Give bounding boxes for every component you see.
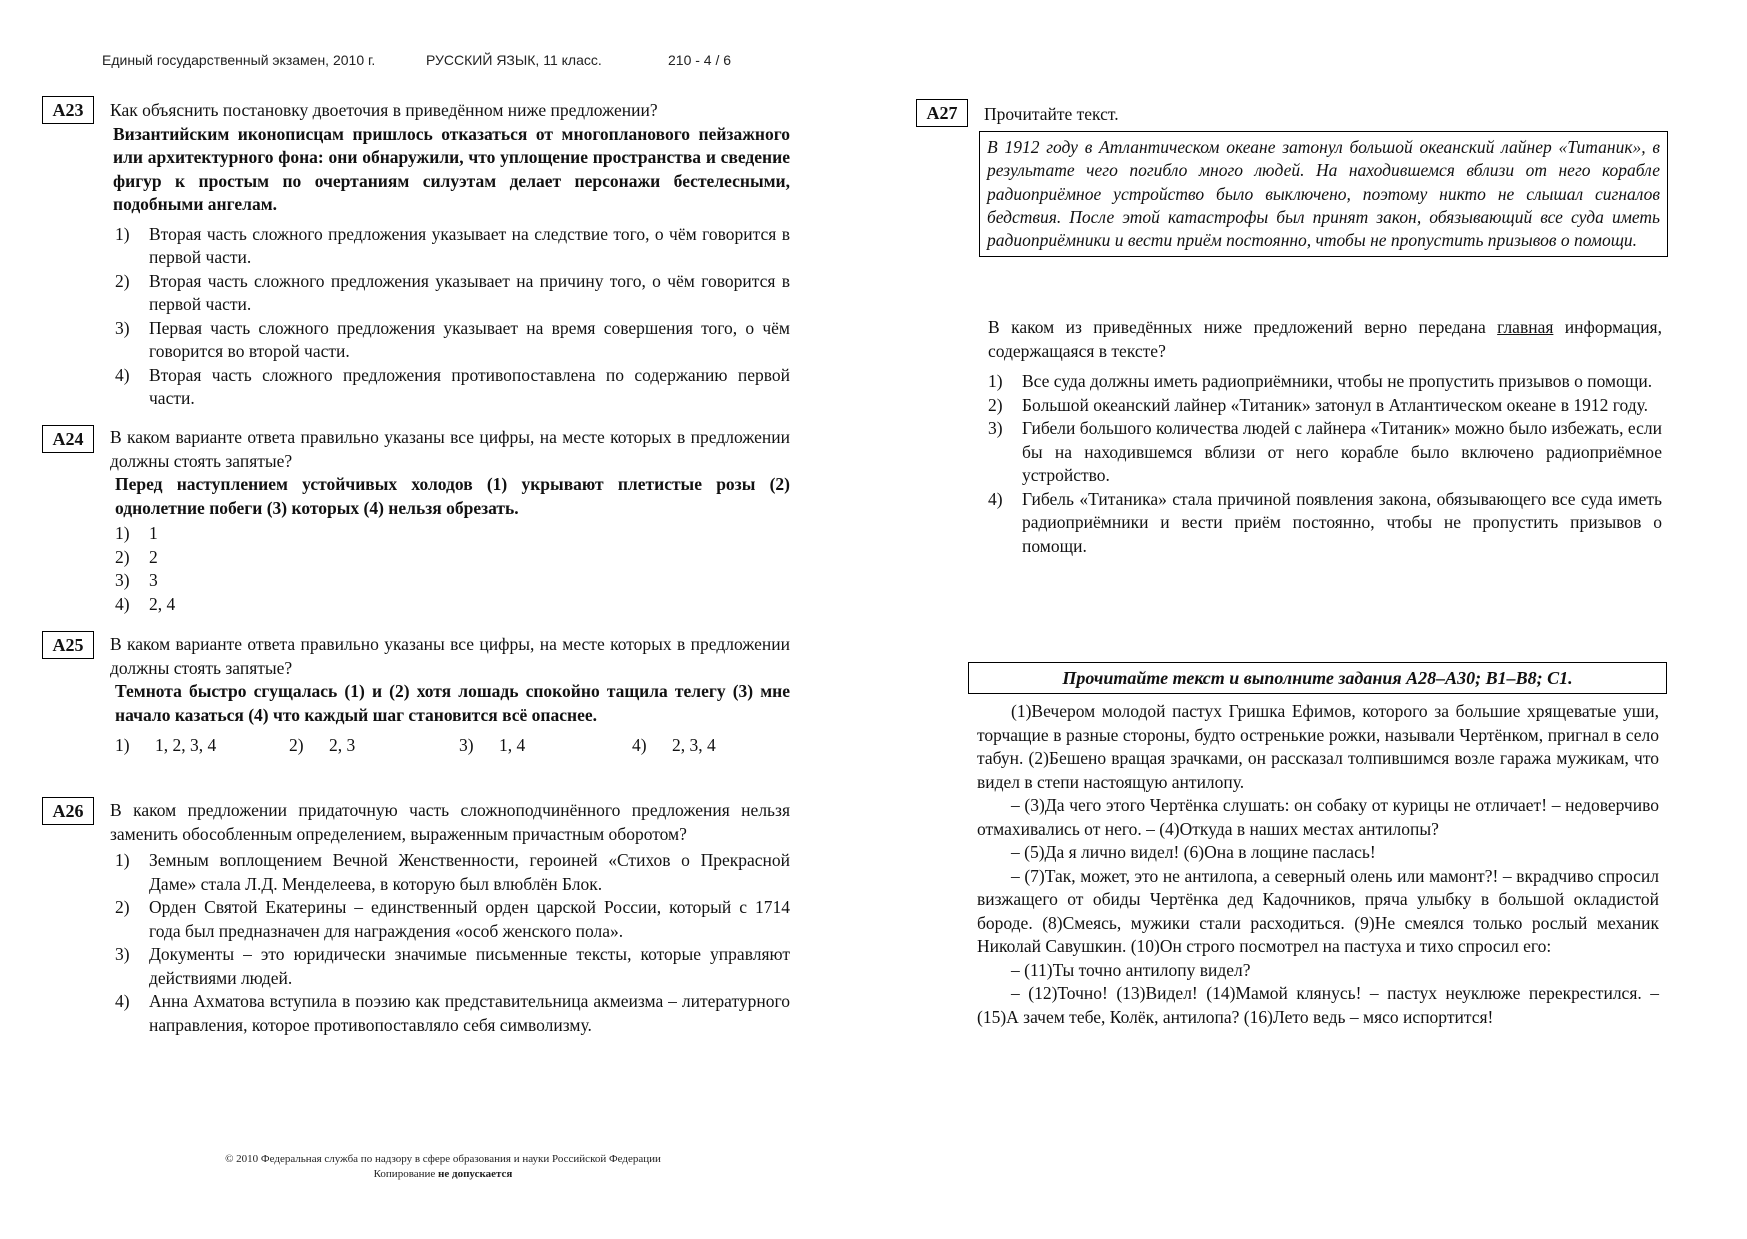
option-number: 1): [115, 850, 130, 870]
option-number: 2): [115, 270, 130, 291]
a27-question: [988, 316, 1662, 363]
option-text: Первая часть сложного предложения указывает на время совершения того, о чём говорится во второй части.: [149, 317, 790, 361]
a24-option[interactable]: [115, 569, 790, 593]
a25-option[interactable]: [632, 734, 716, 758]
a24-question: В каком варианте ответа правильно указаны все цифры, на месте которых в предложении должны стоять запятые?: [110, 427, 790, 471]
a25-sentence: Темнота быстро сгущалась (1) и (2) хотя лошадь спокойно тащила телегу (3) мне начало казаться (4) что каждый шаг становится всё опаснее.: [115, 681, 790, 725]
option-number: 2): [115, 546, 130, 567]
option-number: 1): [115, 735, 130, 755]
a27-question-after: информация, содержащаяся в тексте?: [988, 317, 1662, 361]
option-number: 2): [988, 394, 1003, 415]
option-number: 3): [459, 735, 474, 755]
option-text: Гибели большого количества людей с лайнера «Титаник» можно было избежать, если бы на находившемся вблизи от него корабле было включено радиоприёмное устройство.: [1022, 418, 1662, 485]
option-number: 4): [632, 735, 647, 755]
a23-question: Как объяснить постановку двоеточия в приведённом ниже предложении?: [110, 100, 658, 120]
option-number: 2): [289, 735, 304, 755]
a24-option[interactable]: [115, 522, 790, 546]
a26-option[interactable]: [115, 990, 790, 1037]
header-page: 210 - 4 / 6: [668, 52, 732, 68]
copyright-footer: [160, 1152, 726, 1182]
a26-label: А26: [42, 797, 94, 825]
option-text: 2, 4: [149, 593, 176, 614]
option-text: Вторая часть сложного предложения противопоставлена по содержанию первой части.: [149, 364, 790, 408]
a24-block: [110, 426, 790, 616]
option-text: Орден Святой Екатерины – единственный орден царской России, который с 1714 года был предназначен для награждения «особ женского пола».: [149, 897, 790, 941]
a27-option[interactable]: [988, 488, 1662, 559]
option-number: 1): [988, 371, 1003, 391]
a27-block: [988, 316, 1662, 558]
a27-question-before: В каком из приведённых ниже предложений верно передана: [988, 317, 1498, 337]
option-text: 2: [149, 546, 158, 567]
option-number: 4): [115, 364, 130, 385]
a27-option[interactable]: [988, 394, 1662, 418]
option-number: 3): [115, 570, 130, 590]
option-number: 1): [115, 523, 130, 543]
header-subject: РУССКИЙ ЯЗЫК, 11 класс.: [426, 52, 602, 68]
option-text: 1, 2, 3, 4: [155, 735, 217, 755]
a27-option[interactable]: [988, 417, 1662, 488]
story-paragraph: – (12)Точно! (13)Видел! (14)Мамой клянусь! – пастух неуклюже перекрестился. – (15)А зачем тебе, Колёк, антилопа? (16)Лето ведь – мясо испортится!: [977, 983, 1659, 1027]
option-text: Гибель «Титаника» стала причиной появления закона, обязывающего все суда иметь радиоприёмники и вести приём постоянно, чтобы не пропустить призывов о помощи.: [1022, 488, 1662, 556]
a27-intro: Прочитайте текст.: [984, 104, 1119, 124]
option-number: 3): [115, 944, 130, 964]
story-paragraph: – (7)Так, может, это не антилопа, а северный олень или мамонт?! – вкрадчиво спросил визжащего от обиды Чертёнка дед Кадочников, пряча улыбку в большой окладистой бороде. (8)Смеясь, мужики стали расходиться. (9)Не смеялся только рослый механик Николай Савушкин. (10)Он строго посмотрел на пастуха и тихо спросил его:: [977, 865, 1659, 956]
a26-block: [110, 799, 790, 1037]
option-text: Вторая часть сложного предложения указывает на следствие того, о чём говорится в первой части.: [149, 223, 790, 267]
option-number: 4): [115, 593, 130, 614]
a24-option[interactable]: [115, 593, 790, 617]
a26-option[interactable]: [115, 849, 790, 896]
a23-option[interactable]: [115, 364, 790, 411]
footer-line2-prefix: Копирование: [373, 1168, 439, 1180]
a27-option[interactable]: [988, 370, 1662, 394]
a23-label: А23: [42, 96, 94, 124]
a24-sentence: Перед наступлением устойчивых холодов (1) укрывают плетистые розы (2) однолетние побеги (3) которых (4) нельзя обрезать.: [115, 474, 790, 518]
a23-sentence: Византийским иконописцам пришлось отказаться от многопланового пейзажного или архитектурного фона: они обнаружили, что уплощение пространства и сведение фигур к простым по очертаниям силуэтам делает персонажи бестелесными, подобными ангелам.: [113, 123, 790, 214]
a26-question: В каком предложении придаточную часть сложноподчинённого предложения нельзя заменить обособленным определением, выраженным причастным оборотом?: [110, 800, 790, 844]
a25-label: А25: [42, 631, 94, 659]
option-text: Анна Ахматова вступила в поэзию как представительница акмеизма – литературного направления, которое противопоставляло себя символизму.: [149, 991, 790, 1035]
option-text: Документы – это юридически значимые письменные тексты, которые управляют действиями людей.: [149, 944, 790, 988]
story-paragraph: – (5)Да я лично видел! (6)Она в лощине паслась!: [1011, 842, 1376, 862]
a23-option[interactable]: [115, 223, 790, 270]
option-text: Земным воплощением Вечной Женственности, героиней «Стихов о Прекрасной Даме» стала Л.Д. Менделеева, в которую был влюблён Блок.: [149, 850, 790, 894]
footer-line1: © 2010 Федеральная служба по надзору в сфере образования и науки Российской Федерации: [225, 1153, 661, 1165]
a25-option[interactable]: [115, 734, 289, 758]
a25-question: В каком варианте ответа правильно указаны все цифры, на месте которых в предложении должны стоять запятые?: [110, 634, 790, 678]
option-text: Вторая часть сложного предложения указывает на причину того, о чём говорится в первой части.: [149, 270, 790, 314]
a23-option[interactable]: [115, 317, 790, 364]
option-number: 1): [115, 223, 130, 244]
a27-label: А27: [916, 99, 968, 127]
story-paragraph: (1)Вечером молодой пастух Гришка Ефимов, которого за большие хрящеватые уши, торчащие в разные стороны, будто остренькие рожки, называли Чертёнком, пригнал в село табун. (2)Бешено вращая зрачками, он рассказал толпившимся возле гаража мужикам, что видел в степи настоящую антилопу.: [977, 701, 1659, 792]
option-text: 2, 3: [329, 735, 356, 755]
a27-question-underlined: главная: [1497, 317, 1554, 337]
instruction-box: Прочитайте текст и выполните задания А28–А30; В1–В8; С1.: [968, 662, 1667, 694]
a25-option[interactable]: [459, 734, 632, 758]
footer-line2: [160, 1167, 726, 1182]
story-text: [977, 700, 1659, 1029]
option-text: 2, 3, 4: [672, 735, 716, 755]
a24-label: А24: [42, 425, 94, 453]
a23-block: [110, 99, 790, 411]
option-number: 4): [115, 991, 130, 1011]
a26-option[interactable]: [115, 943, 790, 990]
option-text: 1: [149, 523, 158, 543]
a26-option[interactable]: [115, 896, 790, 943]
option-number: 2): [115, 897, 130, 917]
footer-line2-bold: не допускается: [438, 1168, 513, 1180]
option-text: Большой океанский лайнер «Титаник» затонул в Атлантическом океане в 1912 году.: [1022, 394, 1648, 415]
option-number: 4): [988, 488, 1003, 509]
option-text: 1, 4: [499, 735, 526, 755]
a25-block: [110, 633, 790, 758]
a27-text-box: В 1912 году в Атлантическом океане затонул большой океанский лайнер «Титаник», в результате чего погибло много людей. На находившемся вблизи от него корабле радиоприёмное устройство было выключено, поэтому никто не слышал сигналов бедствия. После этой катастрофы был принят закон, обязывающий все суда иметь радиоприёмники и вести приём постоянно, чтобы не пропустить призывов о помощи.: [979, 131, 1668, 257]
option-text: 3: [149, 570, 158, 590]
option-number: 3): [115, 317, 130, 338]
story-paragraph: – (11)Ты точно антилопу видел?: [1011, 959, 1251, 980]
option-text: Все суда должны иметь радиоприёмники, чтобы не пропустить призывов о помощи.: [1022, 371, 1653, 391]
option-number: 3): [988, 418, 1003, 438]
a25-option[interactable]: [289, 734, 459, 758]
a24-option[interactable]: [115, 546, 790, 570]
a23-option[interactable]: [115, 270, 790, 317]
header-exam: Единый государственный экзамен, 2010 г.: [102, 52, 376, 68]
story-paragraph: – (3)Да чего этого Чертёнка слушать: он собаку от курицы не отличает! – недоверчиво отмахивались от него. – (4)Откуда в наших местах антилопы?: [977, 795, 1659, 839]
